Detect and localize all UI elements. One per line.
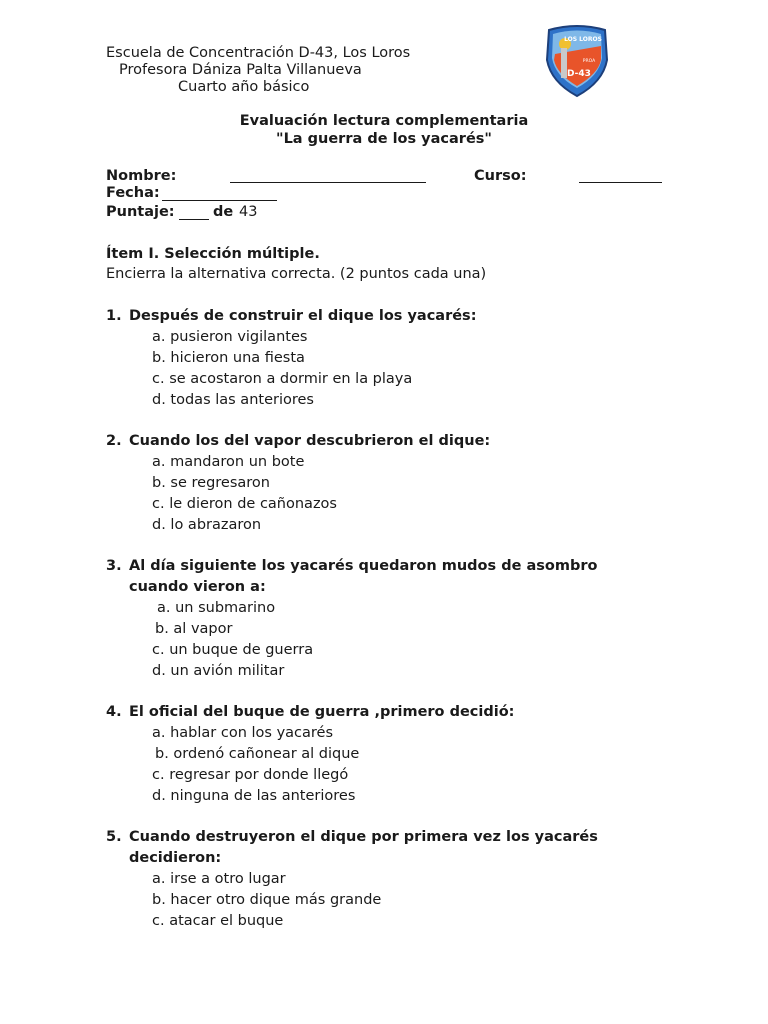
question-4-number: 4. (106, 704, 122, 720)
question-3-number: 3. (106, 558, 122, 574)
question-2-option-a[interactable]: a. mandaron un bote (152, 454, 305, 470)
grade-label: Cuarto año básico (178, 79, 310, 95)
crest-motto-top: LOS LOROS (564, 36, 602, 43)
score-total: 43 (239, 204, 258, 220)
question-2-option-d[interactable]: d. lo abrazaron (152, 517, 262, 533)
question-4-option-a[interactable]: a. hablar con los yacarés (152, 725, 334, 741)
question-4-option-b[interactable]: b. ordenó cañonear al dique (155, 746, 360, 762)
question-4-option-d[interactable]: d. ninguna de las anteriores (152, 788, 356, 804)
section-title: Ítem I. Selección múltiple. (106, 246, 320, 262)
question-5-option-b[interactable]: b. hacer otro dique más grande (152, 892, 382, 908)
course-label: Curso: (474, 168, 527, 184)
document-title: Evaluación lectura complementaria (239, 113, 529, 129)
date-blank[interactable] (162, 186, 277, 201)
name-label: Nombre: (106, 168, 177, 184)
crest-motto-mid: PROA (582, 59, 596, 64)
document-subtitle: "La guerra de los yacarés" (276, 131, 492, 147)
question-3-text-line2: cuando vieron a: (129, 579, 266, 595)
section-instructions: Encierra la alternativa correcta. (2 puntos cada una) (106, 266, 487, 282)
school-name: Escuela de Concentración D-43, Los Loros (106, 45, 411, 61)
score-blank[interactable] (179, 205, 209, 220)
score-of-label: de (213, 204, 234, 220)
question-1-option-b[interactable]: b. hicieron una fiesta (152, 350, 305, 366)
question-3-option-a[interactable]: a. un submarino (157, 600, 276, 616)
course-blank[interactable] (579, 168, 662, 183)
question-3-text: Al día siguiente los yacarés quedaron mudos de asombro (129, 558, 598, 574)
question-5-option-a[interactable]: a. irse a otro lugar (152, 871, 286, 887)
teacher-name: Profesora Dániza Palta Villanueva (119, 62, 362, 78)
question-2-text: Cuando los del vapor descubrieron el dique: (129, 433, 491, 449)
question-5-number: 5. (106, 829, 122, 845)
question-1-text: Después de construir el dique los yacarés: (129, 308, 477, 324)
crest-school-code: D-43 (567, 69, 591, 79)
question-3-option-b[interactable]: b. al vapor (155, 621, 233, 637)
question-4-text: El oficial del buque de guerra ,primero decidió: (129, 704, 515, 720)
question-5-text: Cuando destruyeron el dique por primera vez los yacarés (129, 829, 598, 845)
name-blank[interactable] (230, 168, 426, 183)
score-label: Puntaje: (106, 204, 175, 220)
school-crest-logo (543, 24, 611, 98)
question-2-number: 2. (106, 433, 122, 449)
question-4-option-c[interactable]: c. regresar por donde llegó (152, 767, 349, 783)
question-5-text-line2: decidieron: (129, 850, 222, 866)
date-label: Fecha: (106, 185, 160, 201)
question-1-option-c[interactable]: c. se acostaron a dormir en la playa (152, 371, 413, 387)
question-3-option-d[interactable]: d. un avión militar (152, 663, 285, 679)
question-1-option-d[interactable]: d. todas las anteriores (152, 392, 314, 408)
question-5-option-c[interactable]: c. atacar el buque (152, 913, 284, 929)
question-2-option-c[interactable]: c. le dieron de cañonazos (152, 496, 337, 512)
question-2-option-b[interactable]: b. se regresaron (152, 475, 270, 491)
question-1-number: 1. (106, 308, 122, 324)
question-1-option-a[interactable]: a. pusieron vigilantes (152, 329, 308, 345)
question-3-option-c[interactable]: c. un buque de guerra (152, 642, 314, 658)
